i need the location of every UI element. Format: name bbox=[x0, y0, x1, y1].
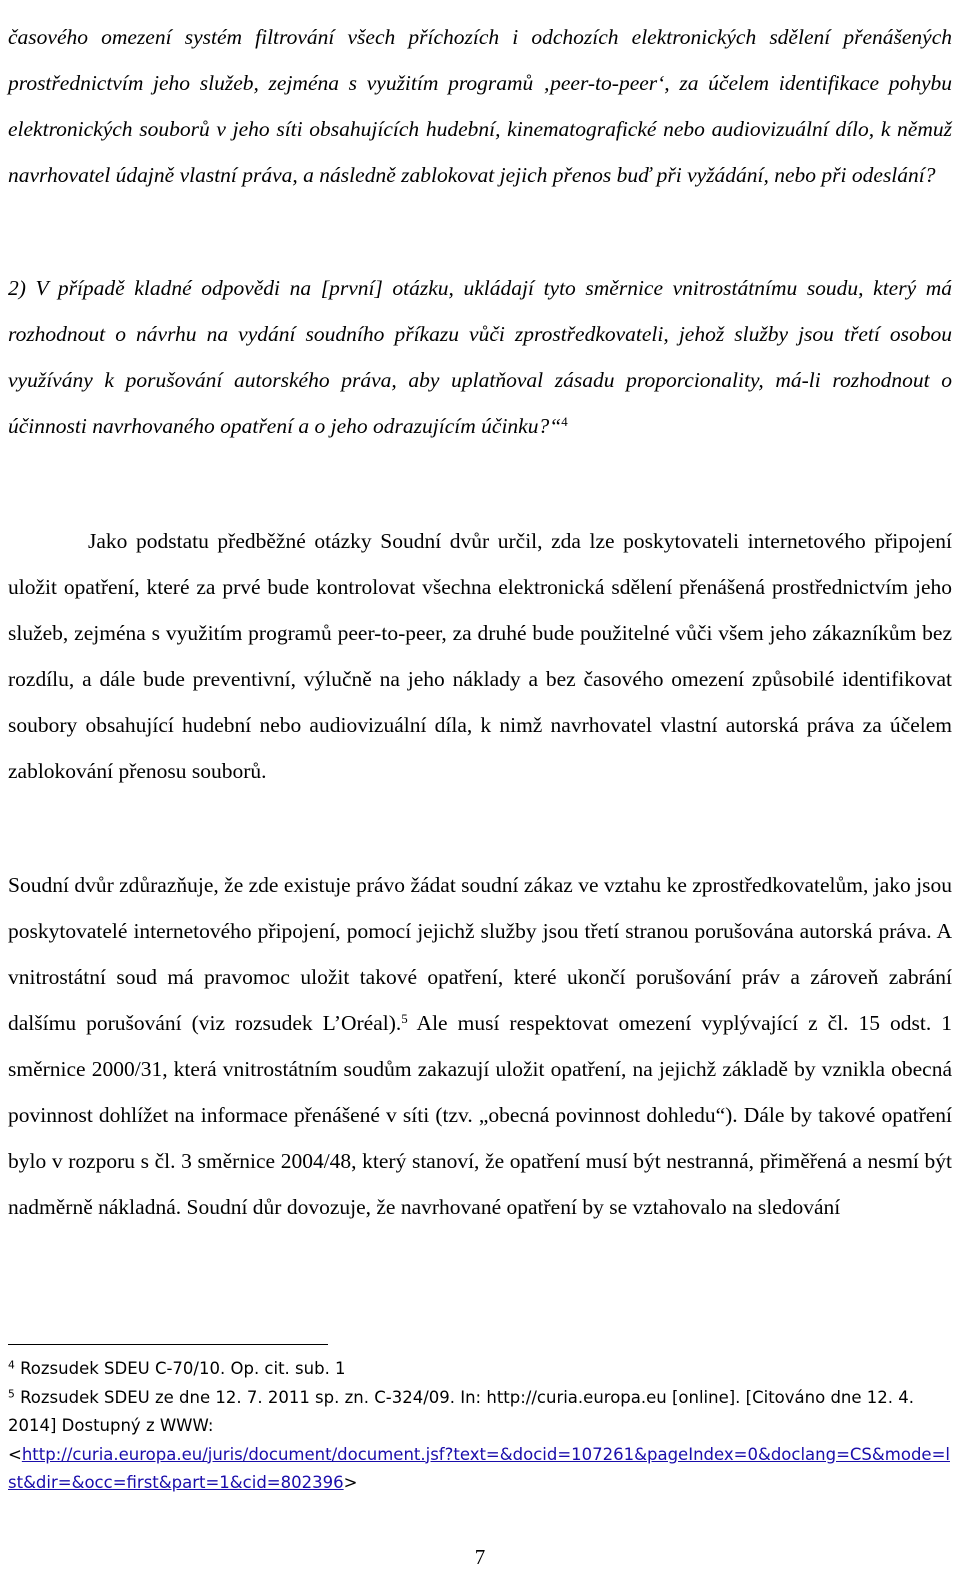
link-close-bracket: > bbox=[343, 1473, 358, 1492]
footnote-4 bbox=[8, 1355, 952, 1384]
footnote-separator bbox=[8, 1344, 328, 1345]
link-open-bracket: < bbox=[8, 1444, 22, 1464]
court-answer-text: Jako podstatu předběžné otázky Soudní dvůr určil, zda lze poskytovateli internetového připojení uložit opatření, které za prvé bude kontrolovat všechna elektronická sdělení přenášená prostřednictvím jeho služeb, zejména s využitím programů peer-to-peer, za druhé bude použitelné vůči všem jeho zákazníkům bez rozdílu, a dále bude preventivní, výlučně na jeho náklady a bez časového omezení způsobilé identifikovat soubory obsahující hudební nebo audiovizuální díla, k nimž navrhovatel vlastní autorská práva za účelem zablokování přenosu souborů. bbox=[8, 528, 952, 783]
footnote-text: Rozsudek SDEU C-70/10. Op. cit. sub. 1 bbox=[20, 1359, 346, 1378]
footnote-number: 4 bbox=[8, 1358, 15, 1372]
court-emphasis-paragraph bbox=[8, 862, 952, 1231]
court-emphasis-text-a: Soudní dvůr zdůrazňuje, že zde existuje právo žádat soudní zákaz ve vztahu ke zprostředkovatelům, jako jsou poskytovatelé internetového připojení, pomocí jejichž služby jsou třetí stranou porušována autorská práva. A vnitrostátní soud má pravomoc uložit takové opatření, které ukončí porušování práv a zároveň zabrání dalšímu porušování (viz rozsudek L’Oréal). bbox=[8, 872, 952, 1035]
question-1-continuation bbox=[8, 14, 952, 198]
court-emphasis-text-b: Ale musí respektovat omezení vyplývající z čl. 15 odst. 1 směrnice 2000/31, která vnitrostátním soudům zakazují uložit opatření, na jejichž základě by vznikla obecná povinnost dohlížet na informace přenášené v síti (tzv. „obecná povinnost dohledu“). Dále by takové opatření bylo v rozporu s čl. 3 směrnice 2004/48, který stanoví, že opatření musí být nestranná, přiměřená a nesmí být nadměrně nákladná. Soudní důr dovozuje, že navrhované opatření by se vztahovalo na sledování bbox=[8, 1010, 952, 1220]
question-2-text: 2) V případě kladné odpovědi na [první] otázku, ukládají tyto směrnice vnitrostátnímu soudu, který má rozhodnout o návrhu na vydání soudního příkazu vůči zprostředkovateli, jehož služby jsou třetí osobou využívány k porušování autorského práva, aby uplatňoval zásadu proporcionality, má-li rozhodnout o účinnosti navrhovaného opatření a o jeho odrazujícím účinku?“ bbox=[8, 275, 952, 438]
footnote-text: Rozsudek SDEU ze dne 12. 7. 2011 sp. zn. C-324/09. In: http://curia.europa.eu [online]. [Citováno dne 12. 4. 2014] Dostupný z WWW: bbox=[8, 1387, 915, 1435]
court-answer-paragraph bbox=[8, 518, 952, 795]
footnote-number: 5 bbox=[8, 1387, 15, 1401]
question-2 bbox=[8, 265, 952, 449]
footnote-ref-4[interactable]: 4 bbox=[561, 414, 568, 429]
curia-document-link[interactable]: http://curia.europa.eu/juris/document/document.jsf?text=&docid=107261&pageIndex=0&doclang=CS&mode=lst&dir=&occ=first&part=1&cid=802396 bbox=[8, 1444, 950, 1492]
footnote-5 bbox=[8, 1384, 952, 1498]
footnote-ref-5[interactable]: 5 bbox=[401, 1011, 408, 1026]
footnotes bbox=[8, 1355, 952, 1498]
question-1-text: časového omezení systém filtrování všech příchozích i odchozích elektronických sdělení přenášených prostřednictvím jeho služeb, zejména s využitím programů ‚peer-to-peer‘, za účelem identifikace pohybu elektronických souborů v jeho síti obsahujících hudební, kinematografické nebo audiovizuální dílo, k němuž navrhovatel údajně vlastní práva, a následně zablokovat jejich přenos buď při vyžádání, nebo při odeslání? bbox=[8, 24, 952, 187]
page-number: 7 bbox=[474, 1545, 486, 1569]
